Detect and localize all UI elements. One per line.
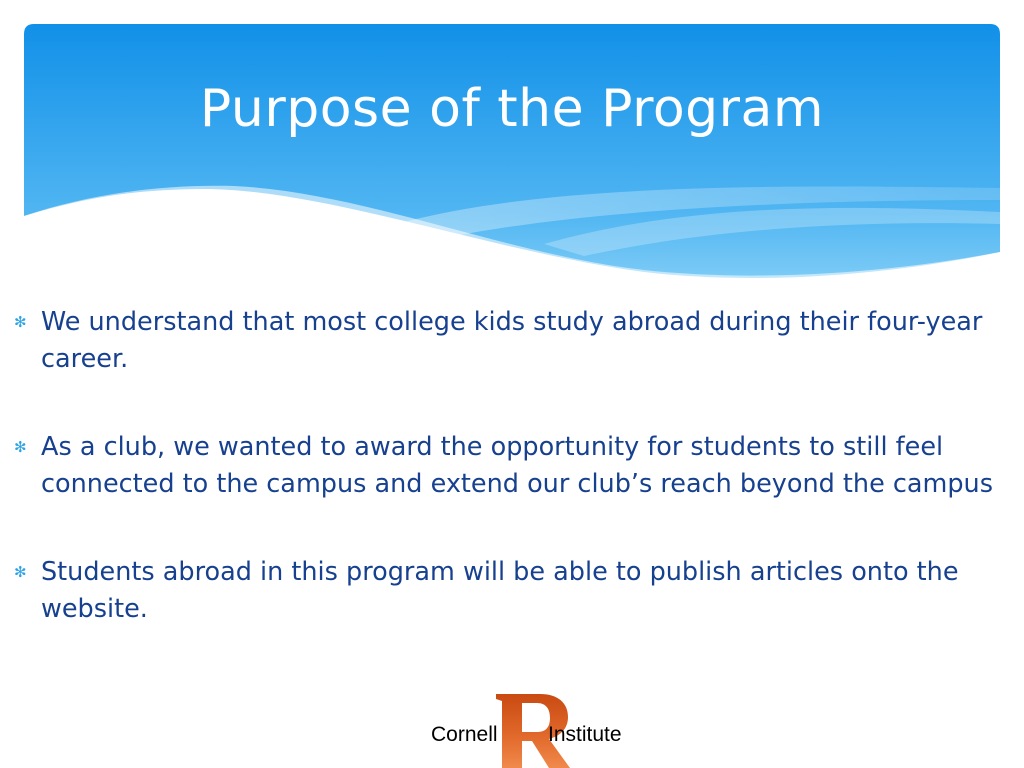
bullet-list (14, 304, 1004, 627)
bullet-text: Students abroad in this program will be able to publish articles onto the website. (41, 557, 959, 624)
bullet-text: We understand that most college kids study abroad during their four-year career. (41, 307, 983, 374)
list-item (14, 429, 1004, 502)
logo-text-institute: Institute (548, 723, 622, 746)
asterisk-bullet-icon: ✻ (14, 563, 27, 581)
list-item (14, 304, 1004, 377)
logo-text-cornell: Cornell (431, 723, 498, 746)
asterisk-bullet-icon: ✻ (14, 438, 27, 456)
bullet-text: As a club, we wanted to award the opportunity for students to still feel connected to the campus and extend our club’s reach beyond the campus (41, 432, 993, 499)
asterisk-bullet-icon: ✻ (14, 313, 27, 331)
slide-title: Purpose of the Program (199, 79, 825, 139)
banner-wave-graphic (24, 24, 1000, 286)
list-item (14, 554, 1004, 627)
title-banner (24, 24, 1000, 286)
cornell-institute-logo (420, 690, 660, 768)
